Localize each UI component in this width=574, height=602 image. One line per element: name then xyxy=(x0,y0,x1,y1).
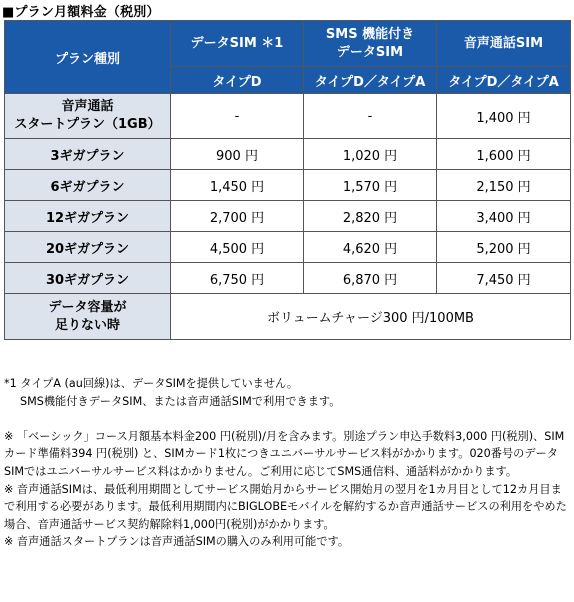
header-sms-data-sim xyxy=(304,21,437,67)
price-cell: - xyxy=(171,94,304,139)
price-cell: 3,400 円 xyxy=(437,201,571,232)
price-cell: 4,500 円 xyxy=(171,232,304,263)
price-cell: 6,750 円 xyxy=(171,263,304,294)
row-label xyxy=(5,294,171,340)
row-label: 20ギガプラン xyxy=(5,232,171,263)
table-row-volume-charge xyxy=(5,294,571,340)
price-cell: 1,020 円 xyxy=(304,139,437,170)
footnote-minimum-period: ※ 音声通話SIMは、最低利用期間としてサービス開始月からサービス開始月の翌月を1カ月目として12カ月目まで利用する必要があります。最低利用期間内にBIGLOBEモバイルを解約するか音声通話サービスの利用をやめた場合、音声通話サービス契約解除料1,000円(税別)がかかります。 xyxy=(4,482,567,531)
row-label-line1: データ容量が xyxy=(48,299,127,315)
price-cell: 2,700 円 xyxy=(171,201,304,232)
header-sms-data-sim-line2: データSIM xyxy=(336,44,404,60)
price-cell: 1,450 円 xyxy=(171,170,304,201)
footnote-1-line1: *1 タイプA (au回線)は、データSIMを提供していません。 xyxy=(4,377,299,390)
row-label-line2: スタートプラン（1GB） xyxy=(14,117,161,132)
row-label: 12ギガプラン xyxy=(5,201,171,232)
footnote-start-plan: ※ 音声通話スタートプランは音声通話SIMの購入のみ利用可能です。 xyxy=(4,535,350,549)
table-row xyxy=(5,263,571,294)
table-row xyxy=(5,232,571,263)
table-row xyxy=(5,170,571,201)
row-label xyxy=(5,94,171,139)
price-cell: - xyxy=(304,94,437,139)
header-plan-type: プラン種別 xyxy=(5,21,171,94)
header-sub-type-2: タイプD／タイプA xyxy=(304,67,437,94)
table-row xyxy=(5,201,571,232)
price-cell: 2,820 円 xyxy=(304,201,437,232)
row-label: 6ギガプラン xyxy=(5,170,171,201)
volume-charge-cell: ボリュームチャージ300 円/100MB xyxy=(171,294,571,340)
footnotes xyxy=(4,375,570,551)
price-cell: 1,400 円 xyxy=(437,94,571,139)
price-cell: 7,450 円 xyxy=(437,263,571,294)
row-label: 30ギガプラン xyxy=(5,263,171,294)
price-cell: 5,200 円 xyxy=(437,232,571,263)
table-row xyxy=(5,139,571,170)
header-data-sim-label: データSIM ＊1 xyxy=(190,35,284,51)
header-voice-sim xyxy=(437,21,571,67)
plan-price-table xyxy=(4,20,571,340)
price-cell: 1,570 円 xyxy=(304,170,437,201)
footnote-1-line2: SMS機能付きデータSIM、または音声通話SIMで利用できます。 xyxy=(20,394,341,408)
header-data-sim xyxy=(171,21,304,67)
row-label: 3ギガプラン xyxy=(5,139,171,170)
price-cell: 1,600 円 xyxy=(437,139,571,170)
footnote-basic-course: ※ 「ベーシック」コース月額基本料金200 円(税別)/月を含みます。別途プラン申込手数料3,000 円(税別)、SIM カード準備料394 円(税別) と、SIMカード1枚につきユニバーサルサービス料がかかります。020番号のデータSIMではユニバーサルサービス料はかかりません。ご利用に応じてSMS通信料、通話料がかかります。 xyxy=(4,429,568,478)
price-cell: 6,870 円 xyxy=(304,263,437,294)
header-sub-type-1: タイプD xyxy=(171,67,304,94)
row-label-line2: 足りない時 xyxy=(54,317,120,333)
page-title: ■プラン月額料金（税別） xyxy=(2,5,160,20)
price-cell: 900 円 xyxy=(171,139,304,170)
price-cell: 2,150 円 xyxy=(437,170,571,201)
table-row xyxy=(5,94,571,139)
header-sms-data-sim-line1: SMS 機能付き xyxy=(325,26,415,42)
row-label-line1: 音声通話 xyxy=(61,99,114,114)
header-sub-type-3: タイプD／タイプA xyxy=(437,67,571,94)
header-voice-sim-label: 音声通話SIM xyxy=(463,35,544,51)
price-cell: 4,620 円 xyxy=(304,232,437,263)
